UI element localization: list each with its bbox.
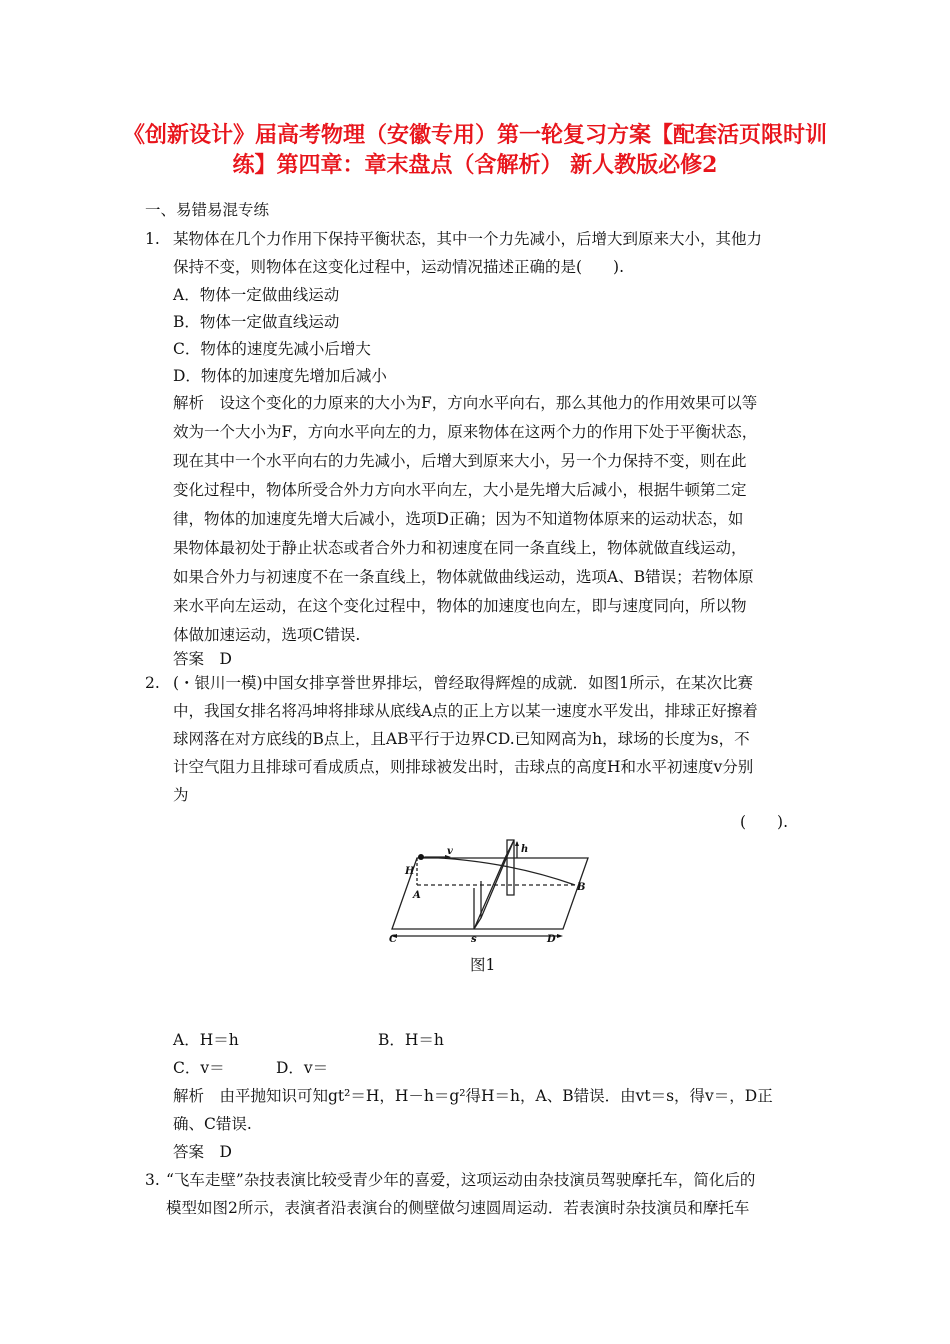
q2-option-a: A．H＝h xyxy=(173,1031,239,1049)
q1-option-b: B．物体一定做直线运动 xyxy=(173,313,340,331)
q2-stem-line: 为 xyxy=(173,786,189,804)
q1-analysis-line: 如果合外力与初速度不在一条直线上，物体就做曲线运动，选项A、B错误；若物体原 xyxy=(173,568,754,586)
label-H: H xyxy=(405,866,415,877)
label-B: B xyxy=(577,882,586,893)
label-C: C xyxy=(389,934,397,945)
q2-answer: 答案 D xyxy=(173,1143,232,1161)
figure-1-caption: 图1 xyxy=(470,956,496,974)
q2-analysis-line2: 确、C错误. xyxy=(173,1115,252,1133)
q2-stem-line: (・银川一模)中国女排享誉世界排坛，曾经取得辉煌的成就．如图1所示，在某次比赛 xyxy=(173,674,753,692)
q1-analysis-line: 效为一个大小为F，方向水平向左的力，原来物体在这两个力的作用下处于平衡状态， xyxy=(173,423,758,441)
q1-analysis-line: 来水平向左运动，在这个变化过程中，物体的加速度也向左，即与速度同向，所以物 xyxy=(173,597,747,615)
q2-stem-line: 球网落在对方底线的B点上，且AB平行于边界CD.已知网高为h，球场的长度为s，不 xyxy=(173,730,750,748)
q1-analysis-line: 现在其中一个水平向右的力先减小，后增大到原来大小，另一个力保持不变，则在此 xyxy=(173,452,747,470)
q3-number: 3. xyxy=(145,1171,160,1189)
q1-stem-line1: 某物体在几个力作用下保持平衡状态，其中一个力先减小，后增大到原来大小，其他力 xyxy=(173,230,763,248)
q1-analysis-line: 解析 设这个变化的力原来的大小为F，方向水平向右，那么其他力的作用效果可以等 xyxy=(173,394,758,412)
q2-option-d: D．v＝ xyxy=(276,1059,329,1077)
q1-answer: 答案 D xyxy=(173,650,232,668)
q2-option-b: B．H＝h xyxy=(378,1031,444,1049)
q3-stem-line1: “飞车走壁”杂技表演比较受青少年的喜爱，这项运动由杂技演员驾驶摩托车，简化后的 xyxy=(166,1171,756,1189)
q1-number: 1. xyxy=(145,230,160,248)
ball-icon xyxy=(418,854,424,860)
q1-analysis-line: 律，物体的加速度先增大后减小，选项D正确；因为不知道物体原来的运动状态，如 xyxy=(173,510,744,528)
label-v: v xyxy=(447,846,453,857)
figure-1-volleyball-court xyxy=(385,838,600,948)
section-heading: 一、易错易混专练 xyxy=(145,201,270,219)
ball-trajectory xyxy=(421,857,575,885)
q2-analysis-line1: 解析 由平抛知识可知gt²＝H，H－h＝g²得H＝h，A、B错误．由vt＝s，得v＝，D正 xyxy=(173,1087,773,1105)
q3-stem-line2: 模型如图2所示，表演者沿表演台的侧壁做匀速圆周运动．若表演时杂技演员和摩托车 xyxy=(166,1199,750,1217)
q1-analysis-line: 体做加速运动，选项C错误. xyxy=(173,626,361,644)
label-s: s xyxy=(471,934,477,945)
q2-answer-blank: ( ). xyxy=(740,813,789,831)
q1-option-a: A．物体一定做曲线运动 xyxy=(173,286,340,304)
q1-option-d: D．物体的加速度先增加后减小 xyxy=(173,367,387,385)
document-title: 《创新设计》届高考物理（安徽专用）第一轮复习方案【配套活页限时训练】第四章：章末盘点（含解析） 新人教版必修2 xyxy=(122,122,827,178)
q1-analysis-line: 变化过程中，物体所受合外力方向水平向左，大小是先增大后减小，根据牛顿第二定 xyxy=(173,481,747,499)
label-A: A xyxy=(413,890,421,901)
q2-number: 2. xyxy=(145,674,160,692)
q1-analysis-line: 果物体最初处于静止状态或者合外力和初速度在同一条直线上，物体就做直线运动， xyxy=(173,539,747,557)
q1-stem-line2: 保持不变，则物体在这变化过程中，运动情况描述正确的是( ). xyxy=(173,258,625,276)
label-h: h xyxy=(521,844,529,855)
q2-option-c: C．v＝ xyxy=(173,1059,225,1077)
q2-stem-line: 计空气阻力且排球可看成质点，则排球被发出时，击球点的高度H和水平初速度v分别 xyxy=(173,758,754,776)
label-D: D xyxy=(547,934,556,945)
q2-stem-line: 中，我国女排名将冯坤将排球从底线A点的正上方以某一速度水平发出，排球正好擦着 xyxy=(173,702,758,720)
q1-option-c: C．物体的速度先减小后增大 xyxy=(173,340,371,358)
